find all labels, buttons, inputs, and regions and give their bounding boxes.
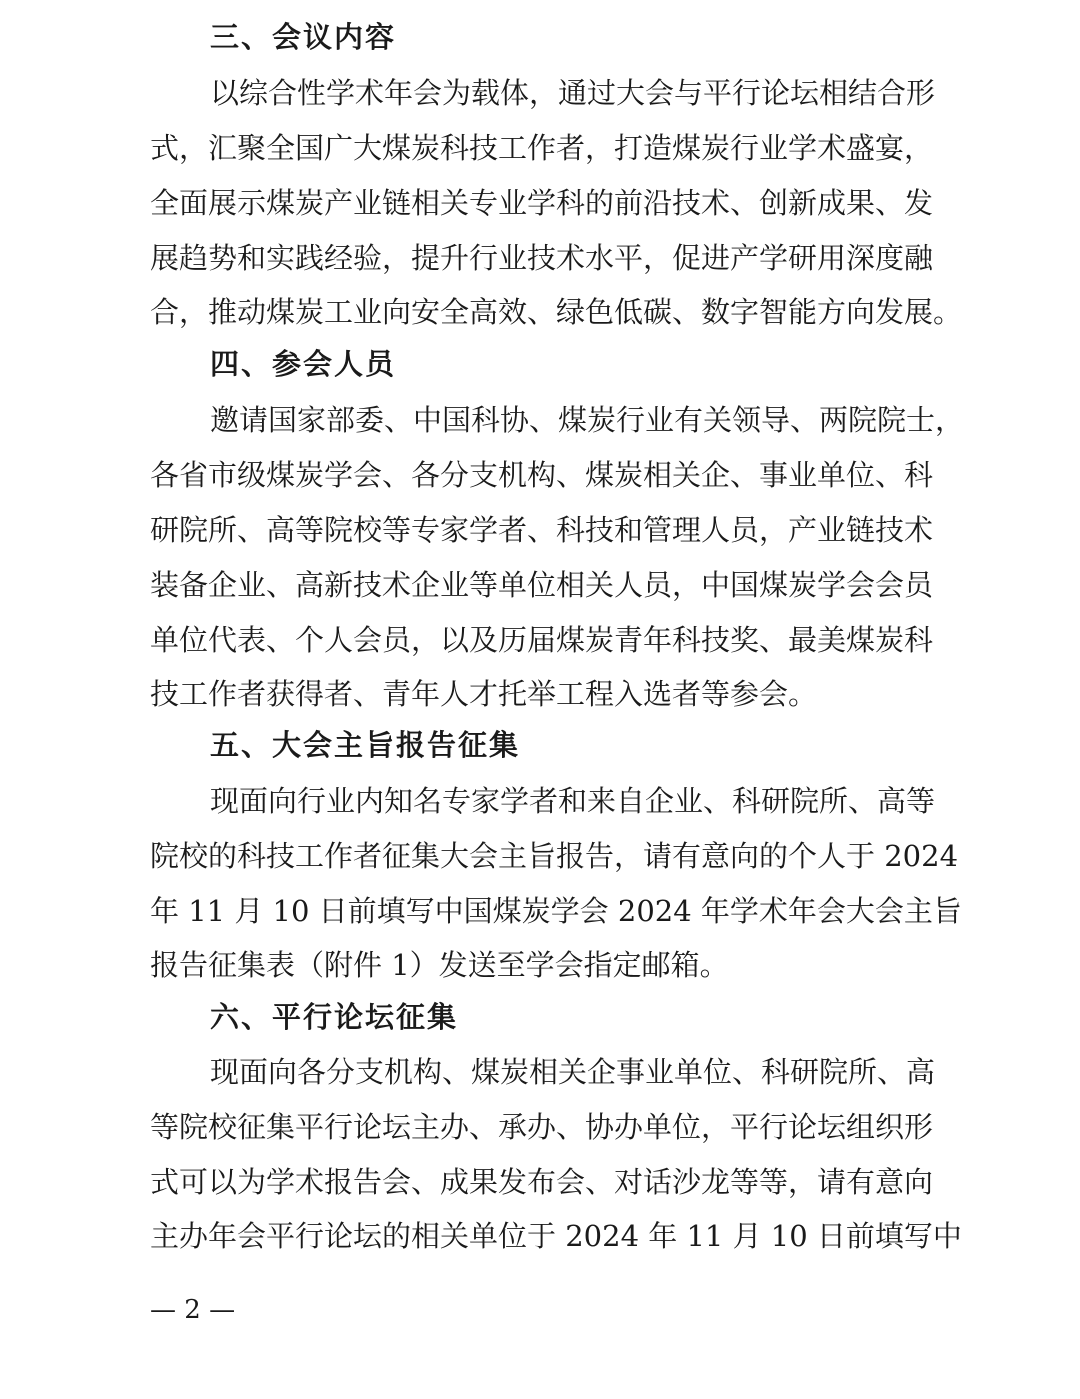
- paragraph-line: 式可以为学术报告会、成果发布会、对话沙龙等等，请有意向: [150, 1165, 934, 1199]
- paragraph-line: 各省市级煤炭学会、各分支机构、煤炭相关企、事业单位、科: [150, 458, 934, 492]
- paragraph-line: 装备企业、高新技术企业等单位相关人员，中国煤炭学会会员: [150, 568, 934, 602]
- section-heading-attendees: 四、参会人员: [210, 347, 397, 381]
- section-heading-forum-call: 六、平行论坛征集: [210, 1000, 459, 1034]
- paragraph-line: 研院所、高等院校等专家学者、科技和管理人员，产业链技术: [150, 513, 934, 547]
- paragraph-line: 全面展示煤炭产业链相关专业学科的前沿技术、创新成果、发: [150, 186, 934, 220]
- paragraph-line: 邀请国家部委、中国科协、煤炭行业有关领导、两院院士，: [210, 403, 965, 437]
- paragraph-line: 式，汇聚全国广大煤炭科技工作者，打造煤炭行业学术盛宴，: [150, 131, 934, 165]
- paragraph-line: 合，推动煤炭工业向安全高效、绿色低碳、数字智能方向发展。: [150, 295, 963, 329]
- paragraph-line: 等院校征集平行论坛主办、承办、协办单位，平行论坛组织形: [150, 1110, 934, 1144]
- paragraph-line: 技工作者获得者、青年人才托举工程入选者等参会。: [150, 677, 818, 711]
- page-number: — 2 —: [150, 1295, 236, 1325]
- paragraph-line: 报告征集表（附件 1）发送至学会指定邮箱。: [150, 948, 729, 982]
- paragraph-line: 年 11 月 10 日前填写中国煤炭学会 2024 年学术年会大会主旨: [150, 894, 962, 928]
- paragraph-line: 院校的科技工作者征集大会主旨报告，请有意向的个人于 2024: [150, 839, 959, 873]
- paragraph-line: 现面向各分支机构、煤炭相关企事业单位、科研院所、高: [210, 1055, 936, 1089]
- section-heading-meeting-content: 三、会议内容: [210, 20, 397, 54]
- paragraph-line: 现面向行业内知名专家学者和来自企业、科研院所、高等: [210, 784, 936, 818]
- section-heading-keynote-call: 五、大会主旨报告征集: [210, 728, 521, 762]
- paragraph-line: 以综合性学术年会为载体，通过大会与平行论坛相结合形: [210, 76, 936, 110]
- paragraph-line: 展趋势和实践经验，提升行业技术水平，促进产学研用深度融: [150, 241, 934, 275]
- paragraph-line: 单位代表、个人会员，以及历届煤炭青年科技奖、最美煤炭科: [150, 623, 934, 657]
- paragraph-line: 主办年会平行论坛的相关单位于 2024 年 11 月 10 日前填写中: [150, 1219, 962, 1253]
